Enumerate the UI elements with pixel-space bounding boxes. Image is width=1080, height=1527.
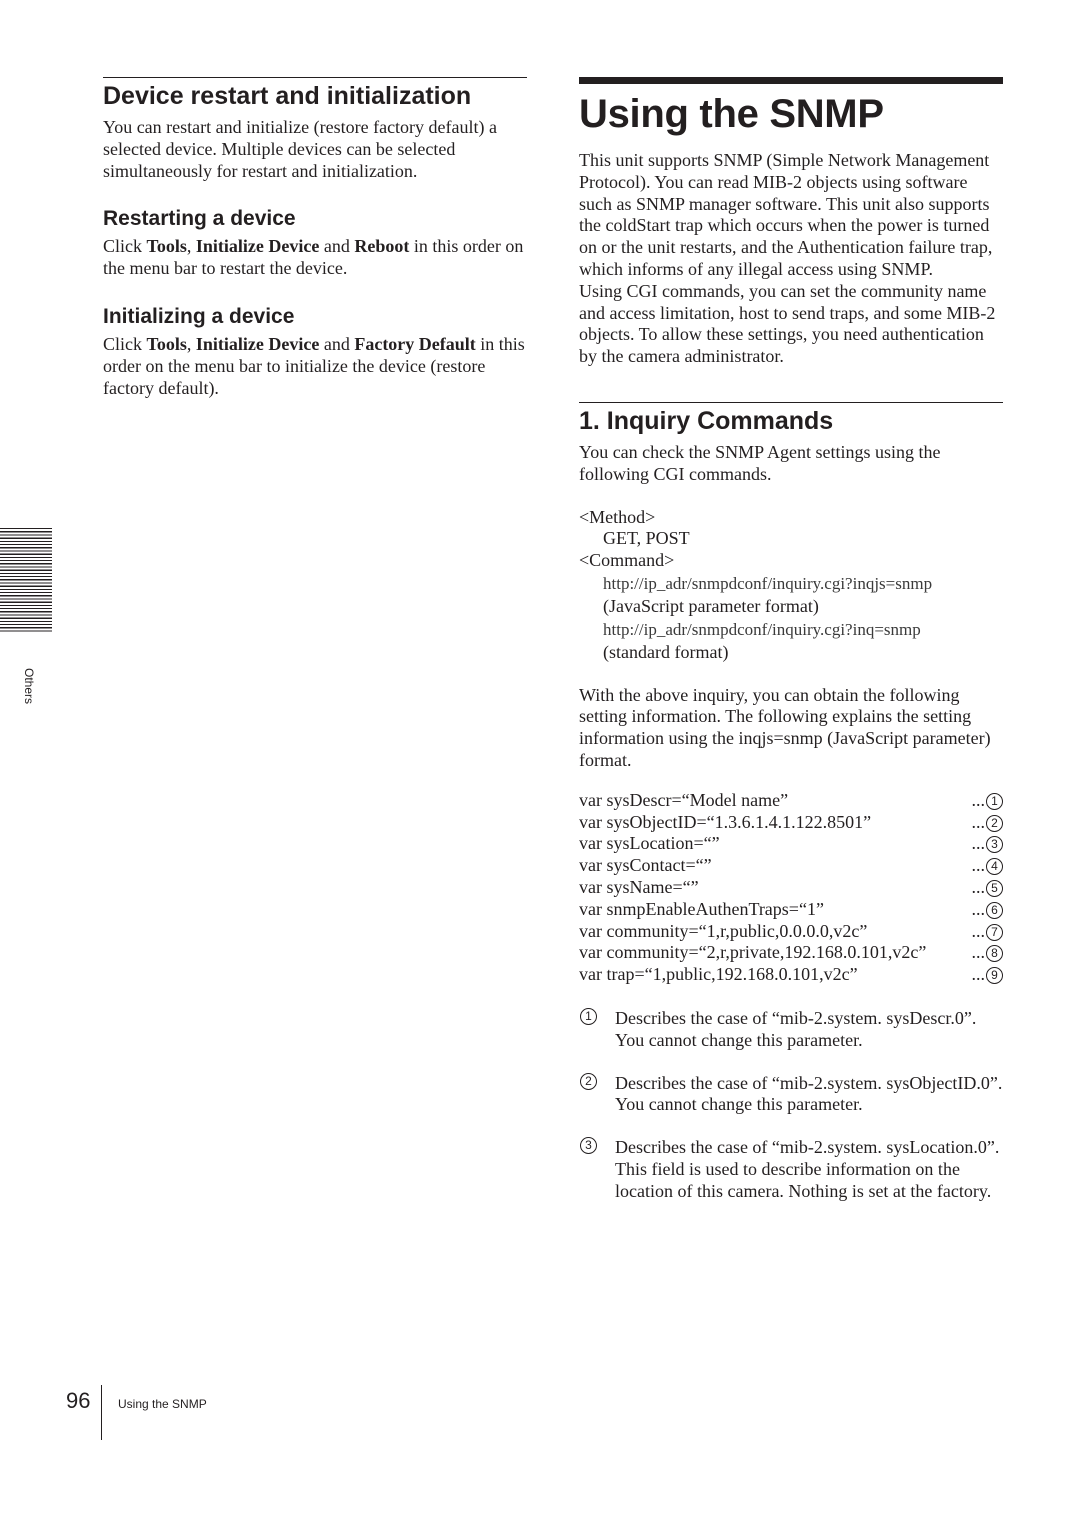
inquiry-explain: With the above inquiry, you can obtain the following setting information. The following explains the setting information using the inqjs=snmp (JavaScript parameter) format. xyxy=(579,684,991,770)
init-instructions: Click Tools, Initialize Device and Factory Default in this order on the menu bar to initialize the device (restore factory default). xyxy=(103,333,525,398)
chapter-tab-label: Others xyxy=(22,668,36,705)
ref-number: 3 xyxy=(986,836,1003,853)
ref-number: 5 xyxy=(986,880,1003,897)
init-heading: Initializing a device xyxy=(103,304,295,328)
command-url-std-note: (standard format) xyxy=(603,641,729,662)
chapter-thumb-tab xyxy=(0,528,52,633)
inquiry-heading: 1. Inquiry Commands xyxy=(579,406,834,435)
var-row: var snmpEnableAuthenTraps=“1” ... 6 xyxy=(579,899,1003,921)
restart-heading: Restarting a device xyxy=(103,207,296,231)
command-url-js: http://ip_adr/snmpdconf/inquiry.cgi?inqjs=snmp xyxy=(603,573,933,593)
section-rule xyxy=(579,402,1003,403)
var-row: var community=“2,r,private,192.168.0.101,v2c” ... 8 xyxy=(579,942,1003,964)
running-title: Using the SNMP xyxy=(118,1397,207,1411)
notes-list xyxy=(579,1008,1003,1203)
ref-number: 9 xyxy=(986,967,1003,984)
command-label: <Command> xyxy=(579,550,675,571)
var-row: var trap=“1,public,192.168.0.101,v2c” ... 9 xyxy=(579,964,1003,986)
note-item xyxy=(579,1137,1003,1202)
section-title: Device restart and initialization xyxy=(103,82,472,110)
left-column xyxy=(103,77,527,399)
ref-number: 6 xyxy=(986,902,1003,919)
var-row: var sysObjectID=“1.3.6.1.4.1.122.8501” ... 2 xyxy=(579,812,1003,834)
footer-divider xyxy=(101,1385,102,1440)
var-row: var sysDescr=“Model name” ... 1 xyxy=(579,790,1003,812)
snmp-intro: This unit supports SNMP (Simple Network Management Protocol). You can read MIB-2 objects using software such as SNMP manager software. This unit also supports the coldStart trap which occurs when the power is turned on or the unit restarts, and the Authentication failure trap, which informs of any illegal access using SNMP. xyxy=(579,150,993,279)
snmp-intro-cgi: Using CGI commands, you can set the community name and access limitation, host to send traps, and some MIB-2 objects. To allow these settings, you need authentication by the camera administrator. xyxy=(579,280,996,367)
var-row: var sysName=“” ... 5 xyxy=(579,877,1003,899)
command-url-std: http://ip_adr/snmpdconf/inquiry.cgi?inq=snmp xyxy=(603,619,921,639)
ref-number: 4 xyxy=(986,858,1003,875)
ref-number: 2 xyxy=(986,815,1003,832)
var-row: var community=“1,r,public,0.0.0.0,v2c” ... 7 xyxy=(579,921,1003,943)
method-label: <Method> xyxy=(579,506,656,527)
section-rule xyxy=(103,77,527,78)
note-text: Describes the case of “mib-2.system. sysObjectID.0”. You cannot change this parameter. xyxy=(615,1072,1003,1115)
restart-instructions: Click Tools, Initialize Device and Reboot in this order on the menu bar to restart the device. xyxy=(103,236,524,279)
var-list xyxy=(579,790,1003,986)
inquiry-desc: You can check the SNMP Agent settings using the following CGI commands. xyxy=(579,441,941,484)
method-value: GET, POST xyxy=(603,528,690,549)
note-number: 1 xyxy=(580,1008,597,1025)
section-intro: You can restart and initialize (restore factory default) a selected device. Multiple devices can be selected simultaneously for restart and initialization. xyxy=(103,117,498,181)
note-number: 3 xyxy=(580,1137,597,1154)
var-row: var sysContact=“” ... 4 xyxy=(579,855,1003,877)
note-number: 2 xyxy=(580,1073,597,1090)
note-text: Describes the case of “mib-2.system. sysLocation.0”. This field is used to describe information on the location of this camera. Nothing is set at the factory. xyxy=(615,1137,1000,1201)
right-column xyxy=(579,77,1003,1223)
page-number: 96 xyxy=(66,1388,91,1413)
ref-number: 1 xyxy=(986,793,1003,810)
note-item xyxy=(579,1008,1003,1052)
ref-number: 8 xyxy=(986,945,1003,962)
page-title: Using the SNMP xyxy=(579,92,884,136)
var-row: var sysLocation=“” ... 3 xyxy=(579,833,1003,855)
note-text: Describes the case of “mib-2.system. sysDescr.0”. You cannot change this parameter. xyxy=(615,1007,977,1050)
note-item xyxy=(579,1073,1003,1117)
ref-number: 7 xyxy=(986,924,1003,941)
command-url-js-note: (JavaScript parameter format) xyxy=(603,595,819,616)
title-rule xyxy=(579,77,1003,84)
